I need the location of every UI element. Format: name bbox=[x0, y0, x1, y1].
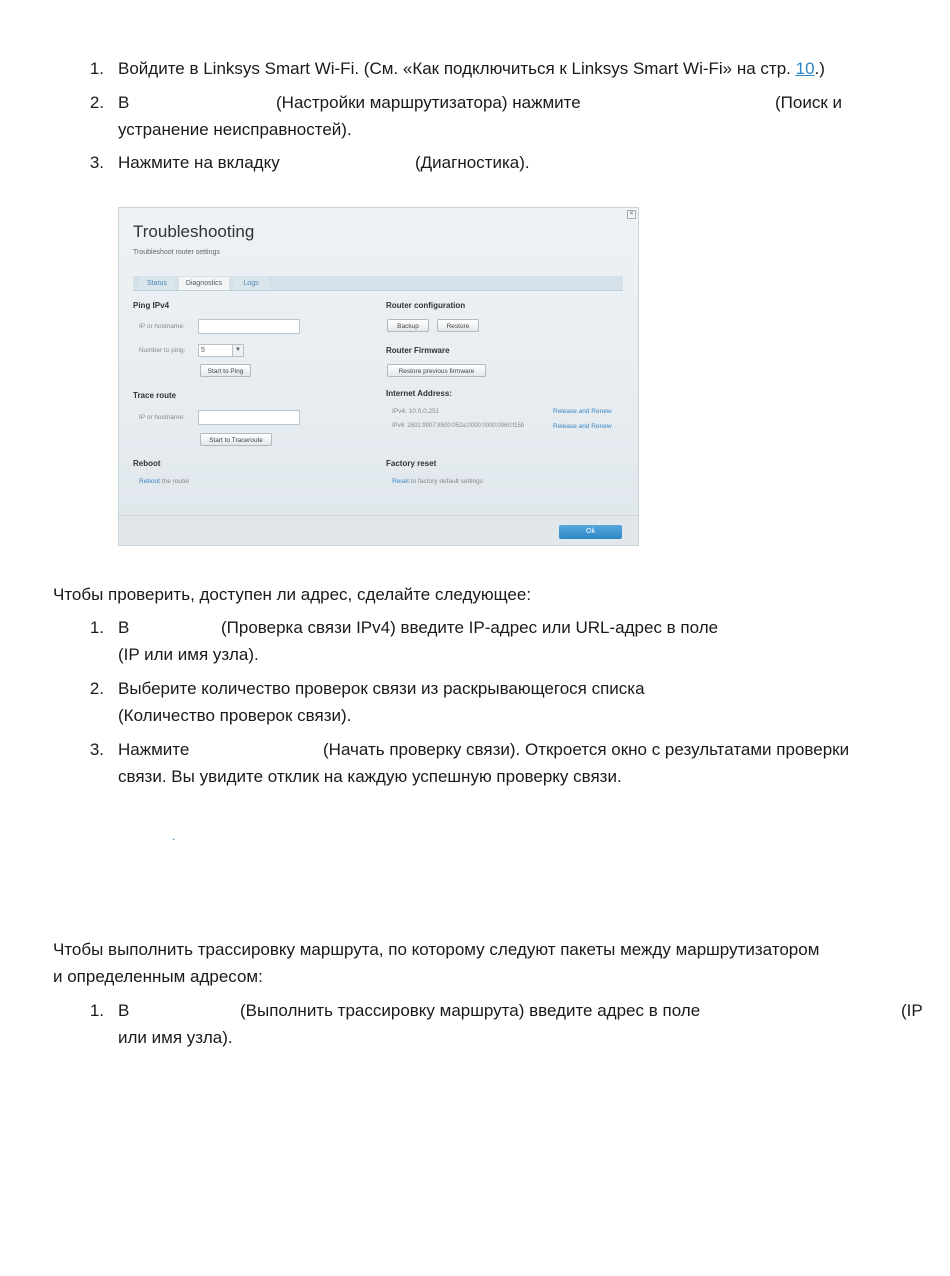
tab-diagnostics[interactable]: Diagnostics bbox=[179, 277, 229, 290]
step-text: Нажмите bbox=[118, 740, 190, 759]
close-icon[interactable]: ✕ bbox=[628, 211, 635, 217]
step-text: Выберите количество проверок связи из раскрывающегося списка bbox=[118, 679, 645, 698]
step-text: или имя узла). bbox=[118, 1028, 233, 1047]
step-text: (IP bbox=[901, 1001, 923, 1020]
step-number: 1. bbox=[89, 59, 104, 78]
reboot-heading: Reboot bbox=[133, 459, 161, 468]
trace-ip-input[interactable] bbox=[198, 410, 300, 425]
reboot-link[interactable]: Reboot bbox=[139, 478, 160, 485]
release-renew-ipv4-link[interactable]: Release and Renew bbox=[553, 408, 612, 415]
step-number: 1. bbox=[89, 1001, 104, 1020]
ipv4-address: IPv4: 10.0.0.251 bbox=[392, 408, 440, 415]
factory-reset-link[interactable]: Reset bbox=[392, 478, 409, 485]
step-number: 1. bbox=[89, 618, 104, 637]
step-number: 3. bbox=[89, 740, 104, 759]
step-text: (Настройки маршрутизатора) нажмите bbox=[276, 93, 581, 112]
page-link[interactable]: 10 bbox=[795, 59, 815, 78]
step-text: (Начать проверку связи). Откроется окно с результатами проверки bbox=[323, 740, 850, 759]
troubleshooting-screenshot bbox=[118, 207, 639, 546]
stray-dot: . bbox=[172, 829, 176, 843]
ping-heading: Ping IPv4 bbox=[133, 301, 170, 310]
step-text: (Диагностика). bbox=[415, 153, 530, 172]
factory-reset-rest: to factory default settings bbox=[408, 478, 484, 485]
ok-button[interactable]: Ok bbox=[559, 525, 622, 539]
step-text: (IP или имя узла). bbox=[118, 645, 259, 664]
factory-reset-text bbox=[392, 478, 483, 485]
reboot-text bbox=[139, 478, 190, 485]
ipv6-address: IPv6: 2601:9007:8500:052a:0000:0000:0060:f15b bbox=[392, 423, 525, 429]
step-text-main: Войдите в Linksys Smart Wi-Fi. (См. «Как подключиться к Linksys Smart Wi-Fi» на стр. bbox=[118, 59, 796, 78]
start-traceroute-button[interactable]: Start to Traceroute bbox=[200, 433, 272, 446]
ping-number-select[interactable] bbox=[198, 344, 244, 357]
release-renew-ipv6-link[interactable]: Release and Renew bbox=[553, 423, 612, 430]
internet-address-heading: Internet Address: bbox=[386, 389, 452, 398]
step-text-end: .) bbox=[814, 59, 825, 78]
trace-ip-label: IP or hostname: bbox=[139, 414, 185, 421]
start-ping-button[interactable]: Start to Ping bbox=[200, 364, 251, 377]
trace-heading: Trace route bbox=[133, 391, 177, 400]
trace-intro-cont: и определенным адресом: bbox=[53, 967, 263, 986]
ping-number-label: Number to ping: bbox=[139, 347, 186, 354]
ping-ip-label: IP or hostname: bbox=[139, 323, 185, 330]
restore-firmware-button[interactable]: Restore previous firmware bbox=[387, 364, 486, 377]
step-text bbox=[118, 58, 825, 80]
step-text: (Проверка связи IPv4) введите IP-адрес или URL-адрес в поле bbox=[221, 618, 719, 637]
step-text: (Выполнить трассировку маршрута) введите адрес в поле bbox=[240, 1001, 701, 1020]
firmware-heading: Router Firmware bbox=[386, 346, 450, 355]
ping-intro: Чтобы проверить, доступен ли адрес, сделайте следующее: bbox=[53, 585, 532, 604]
step-text: (Поиск и bbox=[775, 93, 842, 112]
router-config-heading: Router configuration bbox=[386, 301, 466, 310]
tab-status[interactable]: Status bbox=[139, 277, 175, 290]
panel-footer bbox=[119, 515, 638, 546]
step-text: устранение неисправностей). bbox=[118, 120, 352, 139]
step-text: В bbox=[118, 93, 130, 112]
panel-subtitle: Troubleshoot router settings bbox=[133, 249, 220, 256]
trace-intro: Чтобы выполнить трассировку маршрута, по которому следуют пакеты между маршрутизатором bbox=[53, 940, 820, 959]
panel-title: Troubleshooting bbox=[133, 222, 255, 241]
step-text: Нажмите на вкладку bbox=[118, 153, 280, 172]
step-number: 2. bbox=[89, 679, 104, 698]
chevron-down-icon: ▼ bbox=[232, 345, 243, 356]
step-number: 3. bbox=[89, 153, 104, 172]
step-text: связи. Вы увидите отклик на каждую успешную проверку связи. bbox=[118, 767, 622, 786]
factory-reset-heading: Factory reset bbox=[386, 459, 437, 468]
step-text: (Количество проверок связи). bbox=[118, 706, 352, 725]
tab-bar bbox=[133, 276, 623, 291]
step-text: В bbox=[118, 618, 130, 637]
ping-number-value: 5 bbox=[201, 347, 205, 354]
backup-button[interactable]: Backup bbox=[387, 319, 429, 332]
reboot-rest: the router bbox=[159, 478, 190, 485]
tab-logs[interactable]: Logs bbox=[233, 277, 269, 290]
step-text: В bbox=[118, 1001, 130, 1020]
restore-button[interactable]: Restore bbox=[437, 319, 479, 332]
ping-ip-input[interactable] bbox=[198, 319, 300, 334]
step-number: 2. bbox=[89, 93, 104, 112]
